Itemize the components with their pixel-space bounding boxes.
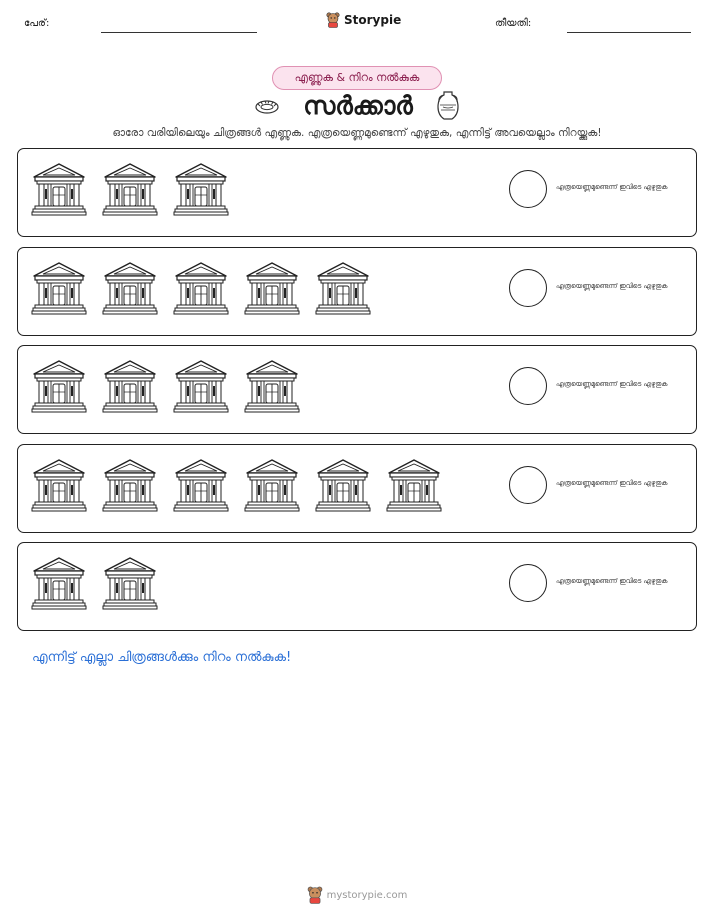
date-label: തീയതി:	[495, 18, 532, 29]
government-building-icon	[244, 259, 300, 317]
answer-circle[interactable]	[509, 466, 547, 504]
vase-icon	[435, 90, 461, 122]
answer-hint: എത്രയെണ്ണമുണ്ടെന്ന് ഇവിടെ എഴുതുക	[556, 183, 668, 191]
government-building-icon	[244, 456, 300, 514]
wreath-icon	[253, 96, 281, 116]
answer-circle[interactable]	[509, 170, 547, 208]
row-icons	[31, 554, 158, 612]
government-building-icon	[102, 160, 158, 218]
answer-circle[interactable]	[509, 269, 547, 307]
government-building-icon	[31, 357, 87, 415]
row-icons	[31, 160, 229, 218]
answer-circle[interactable]	[509, 367, 547, 405]
coloring-note: എന്നിട്ട് എല്ലാ ചിത്രങ്ങൾക്കും നിറം നൽകുക!	[32, 650, 292, 665]
name-field[interactable]	[101, 32, 257, 33]
site-footer	[0, 886, 714, 904]
instructions: ഓരോ വരിയിലെയും ചിത്രങ്ങൾ എണ്ണുക. എത്രയെണ്ണമുണ്ടെന്ന് എഴുതുക, എന്നിട്ട് അവയെല്ലാം നിറയ്ക്കുക!	[112, 127, 602, 139]
bear-mascot-icon	[326, 12, 340, 28]
page-title: സർക്കാർ	[303, 91, 413, 120]
government-building-icon	[31, 259, 87, 317]
government-building-icon	[102, 259, 158, 317]
bear-mascot-icon	[307, 886, 323, 904]
government-building-icon	[102, 554, 158, 612]
site-url: mystorypie.com	[326, 889, 408, 901]
counting-row	[17, 345, 697, 434]
brand-name: Storypie	[344, 13, 402, 27]
activity-badge: എണ്ണുക & നിറം നൽകുക	[272, 66, 442, 90]
government-building-icon	[173, 456, 229, 514]
counting-rows	[17, 148, 697, 641]
government-building-icon	[31, 456, 87, 514]
government-building-icon	[31, 160, 87, 218]
government-building-icon	[173, 259, 229, 317]
title-row	[0, 90, 714, 122]
counting-row	[17, 148, 697, 237]
date-field[interactable]	[567, 32, 691, 33]
counting-row	[17, 444, 697, 533]
government-building-icon	[102, 456, 158, 514]
government-building-icon	[315, 259, 371, 317]
row-icons	[31, 259, 371, 317]
government-building-icon	[386, 456, 442, 514]
name-label: പേര്:	[24, 18, 50, 29]
row-icons	[31, 456, 442, 514]
answer-circle[interactable]	[509, 564, 547, 602]
counting-row	[17, 247, 697, 336]
answer-hint: എത്രയെണ്ണമുണ്ടെന്ന് ഇവിടെ എഴുതുക	[556, 281, 668, 290]
government-building-icon	[31, 554, 87, 612]
answer-hint: എത്രയെണ്ണമുണ്ടെന്ന് ഇവിടെ എഴുതുക	[556, 478, 668, 487]
government-building-icon	[244, 357, 300, 415]
answer-hint: എത്രയെണ്ണമുണ്ടെന്ന് ഇവിടെ എഴുതുക	[556, 577, 668, 585]
brand-logo	[326, 12, 401, 28]
answer-hint: എത്രയെണ്ണമുണ്ടെന്ന് ഇവിടെ എഴുതുക	[556, 380, 668, 388]
government-building-icon	[173, 160, 229, 218]
government-building-icon	[173, 357, 229, 415]
row-icons	[31, 357, 300, 415]
government-building-icon	[315, 456, 371, 514]
government-building-icon	[102, 357, 158, 415]
counting-row	[17, 542, 697, 631]
